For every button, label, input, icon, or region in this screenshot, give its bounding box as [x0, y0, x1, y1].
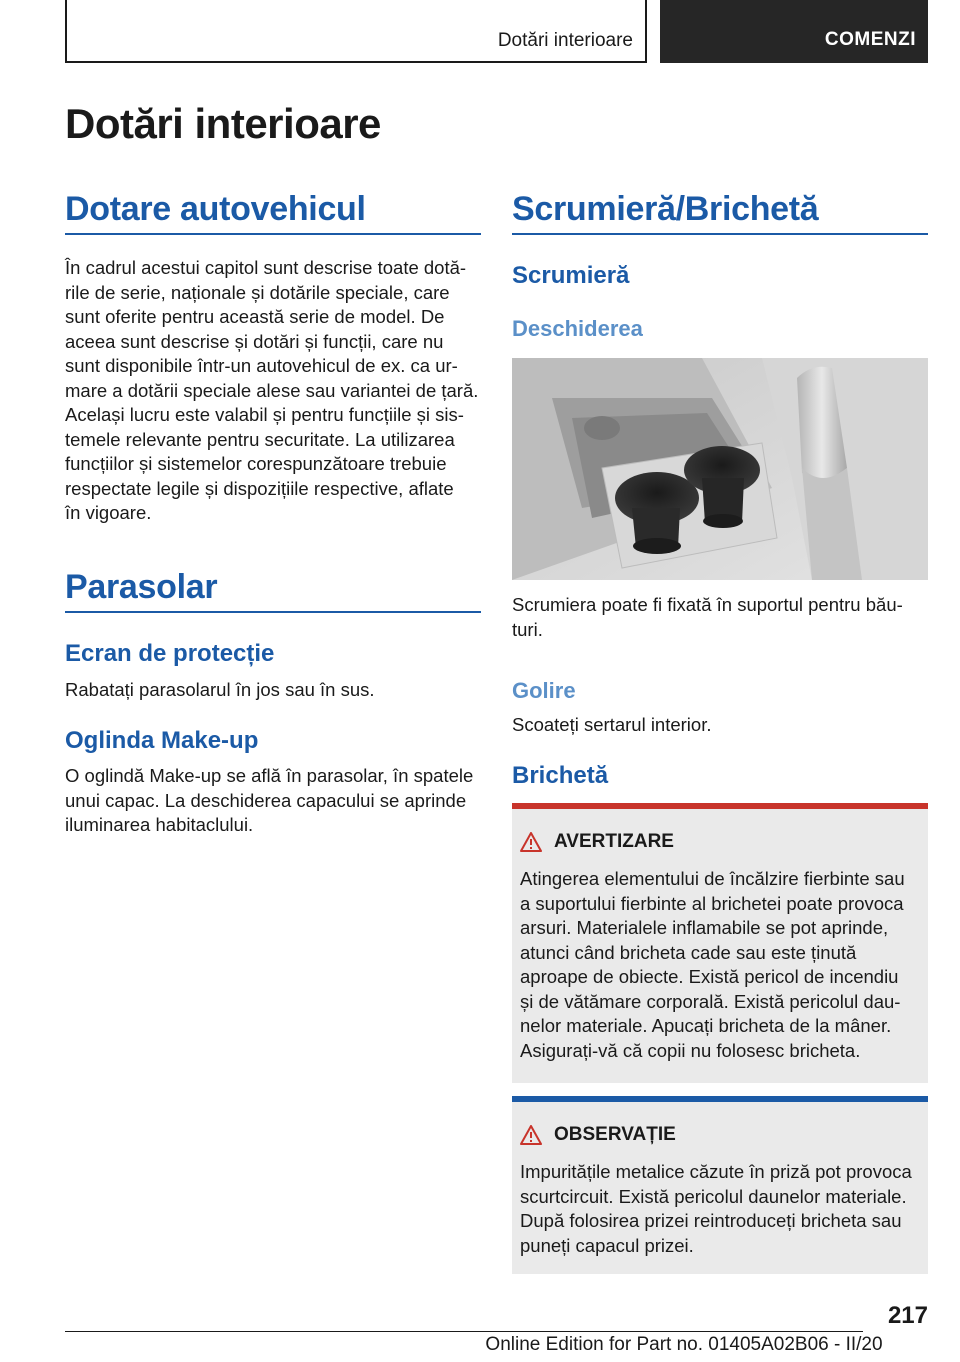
- vanity-mirror-text: O oglindă Make-up se află în parasolar, în spatele unui capac. La deschiderea capacului se aprinde iluminarea habitaclului.: [65, 765, 474, 835]
- footer-rule: [65, 1331, 863, 1332]
- heading-glare-shield: Ecran de protecție: [65, 640, 275, 667]
- glare-shield-text: Rabatați parasolarul în jos sau în sus.: [65, 679, 375, 700]
- vehicle-equipment-paragraph: În cadrul acestui capitol sunt descrise toate dotă- rile de serie, naționale și dotările speciale, care sunt oferite pentru această serie de model. De aceea sunt descrise și dotări și funcții, care nu sunt disponibile într-un autovehicul de ex. ca ur- mare a dotării speciale alese sau variantei de țară. Același lucru este valabil și pentru funcțiile și sis- temele relevante pentru securitate. La utilizarea funcțiilor și sistemelor corespunzătoare trebuie respectate legile și dispozițiile respective, aflate în vigoare.: [65, 257, 479, 523]
- page-number: 217: [887, 1302, 928, 1329]
- warning-label: AVERTIZARE: [554, 831, 674, 852]
- heading-ashtray-lighter: Scrumieră/Brichetă: [512, 190, 928, 235]
- notice-label: OBSERVAȚIE: [554, 1124, 676, 1145]
- notice-text: Impuritățile metalice căzute în priză pot provoca scurtcircuit. Există pericolul daunelor materiale. După folosirea prizei reintroduceți bricheta sau puneți capacul prizei.: [520, 1161, 912, 1256]
- emptying-text: Scoateți sertarul interior.: [512, 714, 712, 735]
- header-chapter-tab: COMENZI: [660, 0, 928, 63]
- warning-text: Atingerea elementului de încălzire fierbinte sau a suportului fierbinte al brichetei poate provoca arsuri. Materialele inflamabile se pot aprinde, atunci când bricheta cade sau este ținută aproape de obiecte. Există pericol de incendiu și de vătămare corporală. Există pericolul dau- nelor materiale. Apucați bricheta de la mâner. Asigurați-vă că copii nu folosesc bricheta.: [520, 868, 905, 1061]
- footer-edition: Online Edition for Part no. 01405A02B06 - II/20: [485, 1334, 883, 1355]
- heading-ashtray: Scrumieră: [512, 262, 630, 289]
- heading-emptying: Golire: [512, 678, 576, 703]
- header-section-box: [65, 0, 647, 63]
- heading-sun-visor: Parasolar: [65, 568, 481, 613]
- warning-header: [520, 831, 674, 853]
- header-section-title: Dotări interioare: [497, 30, 633, 51]
- heading-opening: Deschiderea: [512, 316, 643, 341]
- warning-callout: [512, 803, 928, 1083]
- warning-triangle-icon: [520, 832, 542, 852]
- heading-vanity-mirror: Oglinda Make-up: [65, 727, 259, 754]
- ashtray-caption: Scrumiera poate fi fixată în suportul pentru bău- turi.: [512, 594, 903, 640]
- cupholder-ashtray-photo: [512, 358, 928, 580]
- notice-triangle-icon: [520, 1125, 542, 1145]
- heading-vehicle-equipment: Dotare autovehicul: [65, 190, 481, 235]
- page-title: Dotări interioare: [65, 100, 381, 147]
- notice-header: [520, 1124, 676, 1146]
- notice-callout: [512, 1096, 928, 1274]
- heading-lighter: Brichetă: [512, 762, 609, 789]
